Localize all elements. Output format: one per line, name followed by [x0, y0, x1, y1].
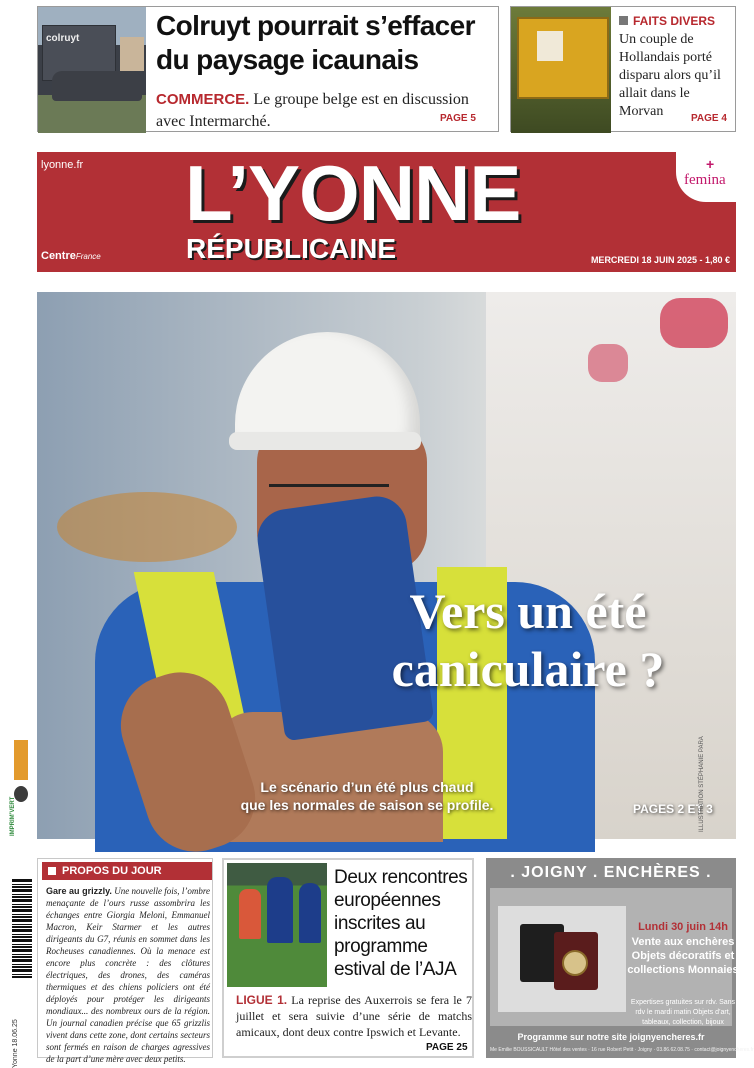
group-name: Centre [41, 250, 76, 262]
square-bullet-icon [619, 16, 628, 25]
issue-date-price: MERCREDI 18 JUIN 2025 - 1,80 € [590, 255, 730, 265]
section-label [619, 14, 715, 28]
player [267, 877, 293, 943]
masthead [37, 149, 736, 272]
imprim-vert-label: IMPRIM’VERT [10, 796, 16, 836]
hero-lead [227, 778, 507, 814]
teaser-headline[interactable] [156, 9, 496, 77]
auction-date-text: Lundi 30 juin 14h [638, 921, 728, 933]
player [239, 889, 261, 939]
hero-lead-line2: que les normales de saison se profile. [240, 797, 494, 813]
barcode-label: Yonne 18.06.25 [12, 1019, 19, 1068]
teaser-summary [156, 89, 496, 133]
newspaper-subtitle: RÉPUBLICAINE [186, 233, 397, 264]
sport-story[interactable] [222, 858, 474, 1058]
hard-hat-brim [229, 432, 421, 450]
ad-website[interactable]: Programme sur notre site joignyencheres.fr [517, 1032, 705, 1042]
cabin-window [537, 31, 563, 61]
section-label-text: FAITS DIVERS [633, 14, 716, 28]
colruyt-logo: colruyt [46, 33, 80, 44]
hero-lead-line1: Le scénario d’un été plus chaud [260, 779, 474, 795]
centre-france-logo [41, 250, 101, 262]
photo-credit: ILLUSTRATION STÉPHANIE PARA [699, 736, 705, 832]
barcode [10, 878, 34, 1068]
ad-address: Me Emilie BOUSSICAULT Hôtel des ventes · 16 rue Robert Petit · Joigny · 03.86.62.08.75 · contact@joignyencheres.fr [490, 1047, 754, 1053]
teaser-text: Un couple de Hollandais porté disparu alors qu’il allait dans le Morvan [619, 32, 721, 119]
hero-headline[interactable] [323, 582, 733, 698]
teaser-faits-divers[interactable] [510, 6, 736, 132]
propos-title: PROPOS DU JOUR [62, 865, 162, 877]
barcode-bars [12, 878, 32, 978]
house [120, 37, 144, 71]
hero-headline-line2: caniculaire ? [391, 641, 665, 697]
ad-title: . JOIGNY . ENCHÈRES . [510, 864, 712, 881]
propos-body [46, 885, 210, 1065]
cabin [517, 17, 609, 99]
propos-header [42, 862, 212, 880]
sport-text: La reprise des Auxerrois se fera le 7 juillet et sera suivie d’une série de matchs amicaux, dont deux contre Ipswich et Levante. [236, 993, 472, 1039]
femina-label: femina [684, 172, 726, 188]
propos-du-jour[interactable] [37, 858, 213, 1064]
auction-details: Expertises gratuites sur rdv. Sans rdv le mardi matin Objets d’art, tableaux, collection, bijoux [630, 999, 736, 1026]
sport-summary [236, 992, 472, 1040]
teaser-headline-line1: Colruyt pourrait s’effacer [156, 10, 475, 41]
teaser-headline-line2: du paysage icaunais [156, 44, 419, 75]
glasses [269, 484, 389, 500]
hero-headline-line1: Vers un été [409, 583, 647, 639]
sport-page-ref[interactable]: PAGE 25 [426, 1042, 468, 1053]
side-logos [10, 740, 32, 860]
teaser-colruyt[interactable] [37, 6, 499, 132]
colruyt-store-photo [38, 7, 146, 133]
clock-photo [498, 906, 626, 1012]
auction-date [626, 920, 740, 934]
football-photo [227, 863, 327, 987]
group-suffix: France [75, 252, 101, 261]
plus-icon: + [706, 156, 715, 172]
umbrella [57, 492, 237, 562]
clock-dial [562, 950, 588, 976]
car [52, 71, 142, 101]
recycle-icon [14, 786, 28, 802]
flower-box [660, 298, 728, 348]
auction-description: Vente aux enchères Objets décoratifs et collections Monnaies [627, 936, 739, 976]
propos-text: Une nouvelle fois, l’ombre menaçante de l’ours russe assombrira les échanges entre Giorgia Meloni, Emmanuel Macron, Keir Starmer et les autres dirigeants du G7, réunis en sommet dans les Rocheuses canadiennes. Où la menace est encore plus concrète : des clôtures électriques, des drones, des caméras thermiques et des chiens policiers ont été déployés pour protéger les dirigeants mondiaux... des nombreux ours de la région. Un journal canadien précise que 65 grizzlis vivent dans cette zone, dont certains secteurs sont fermés en raison de charges agressives de la part d’une mère avec deux petits. [46, 886, 210, 1064]
player [299, 883, 321, 943]
cabin-photo [511, 7, 611, 133]
sport-kicker: LIGUE 1. [236, 993, 288, 1007]
femina-badge[interactable] [676, 152, 736, 202]
ad-panel [490, 888, 739, 1026]
teaser-text: Le groupe belge est en discussion avec Intermarché. [156, 91, 469, 130]
sport-headline[interactable]: Deux rencontres européennes inscrites au programme estival de l’AJA [334, 867, 468, 980]
hero-page-ref[interactable]: PAGES 2 ET 3 [633, 802, 713, 816]
teaser-page-ref[interactable]: PAGE 5 [440, 113, 476, 124]
website-link[interactable]: lyonne.fr [41, 159, 84, 171]
joigny-encheres-ad[interactable] [486, 858, 754, 1058]
teaser-kicker: COMMERCE. [156, 91, 250, 108]
flower-box [588, 344, 628, 382]
recycling-logo [14, 740, 28, 780]
newspaper-title: L’YONNE [185, 149, 521, 237]
propos-lead: Gare au grizzly. [46, 886, 112, 896]
hero-story[interactable] [37, 292, 736, 839]
square-bullet-icon [48, 867, 56, 875]
teaser-page-ref[interactable]: PAGE 4 [691, 113, 727, 124]
